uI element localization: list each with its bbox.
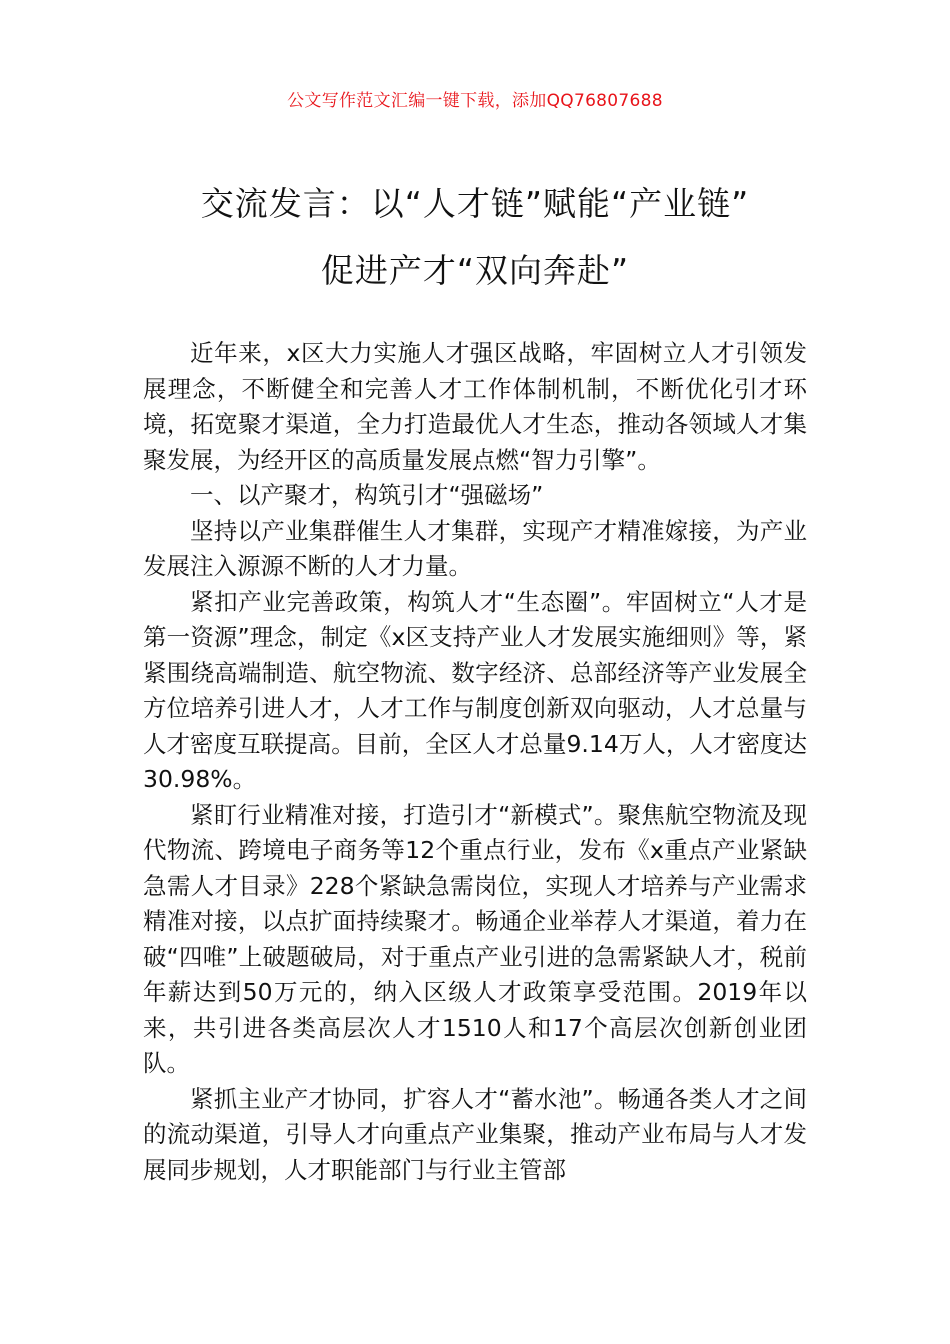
document-title-line-2: 促进产才“双向奔赴” xyxy=(320,251,630,290)
document-body xyxy=(143,336,807,1188)
paragraph-industry-matching: 紧盯行业精准对接，打造引才“新模式”。聚焦航空物流及现代物流、跨境电子商务等12个重点行业，发布《x重点产业紧缺急需人才目录》228个紧缺急需岗位，实现人才培养与产业需求精准对接，以点扩面持续聚才。畅通企业举荐人才渠道，着力在破“四唯”上破题破局，对于重点产业引进的急需紧缺人才，税前年薪达到50万元的，纳入区级人才政策享受范围。2019年以来，共引进各类高层次人才1510人和17个高层次创新创业团队。 xyxy=(143,800,807,1077)
paragraph-intro: 近年来，x区大力实施人才强区战略，牢固树立人才引领发展理念，不断健全和完善人才工作体制机制，不断优化引才环境，拓宽聚才渠道，全力打造最优人才生态，推动各领域人才集聚发展，为经开区的高质量发展点燃“智力引擎”。 xyxy=(143,339,807,474)
paragraph-policy: 紧扣产业完善政策，构筑人才“生态圈”。牢固树立“人才是第一资源”理念，制定《x区支持产业人才发展实施细则》等，紧紧围绕高端制造、航空物流、数字经济、总部经济等产业发展全方位培养引进人才，人才工作与制度创新双向驱动，人才总量与人才密度互联提高。目前，全区人才总量9.14万人，人才密度达30.98%。 xyxy=(143,587,807,793)
paragraph-section-1-summary: 坚持以产业集群催生人才集群，实现产才精准嫁接，为产业发展注入源源不断的人才力量。 xyxy=(143,516,807,580)
section-heading-1: 一、以产聚才，构筑引才“强磁场” xyxy=(190,481,544,509)
promo-header-text: 公文写作范文汇编一键下载，添加QQ76807688 xyxy=(287,91,663,111)
paragraph-talent-pool: 紧抓主业产才协同，扩容人才“蓄水池”。畅通各类人才之间的流动渠道，引导人才向重点产业集聚，推动产业布局与人才发展同步规划，人才职能部门与行业主管部 xyxy=(143,1084,807,1184)
document-title-line-1: 交流发言：以“人才链”赋能“产业链” xyxy=(200,184,750,223)
